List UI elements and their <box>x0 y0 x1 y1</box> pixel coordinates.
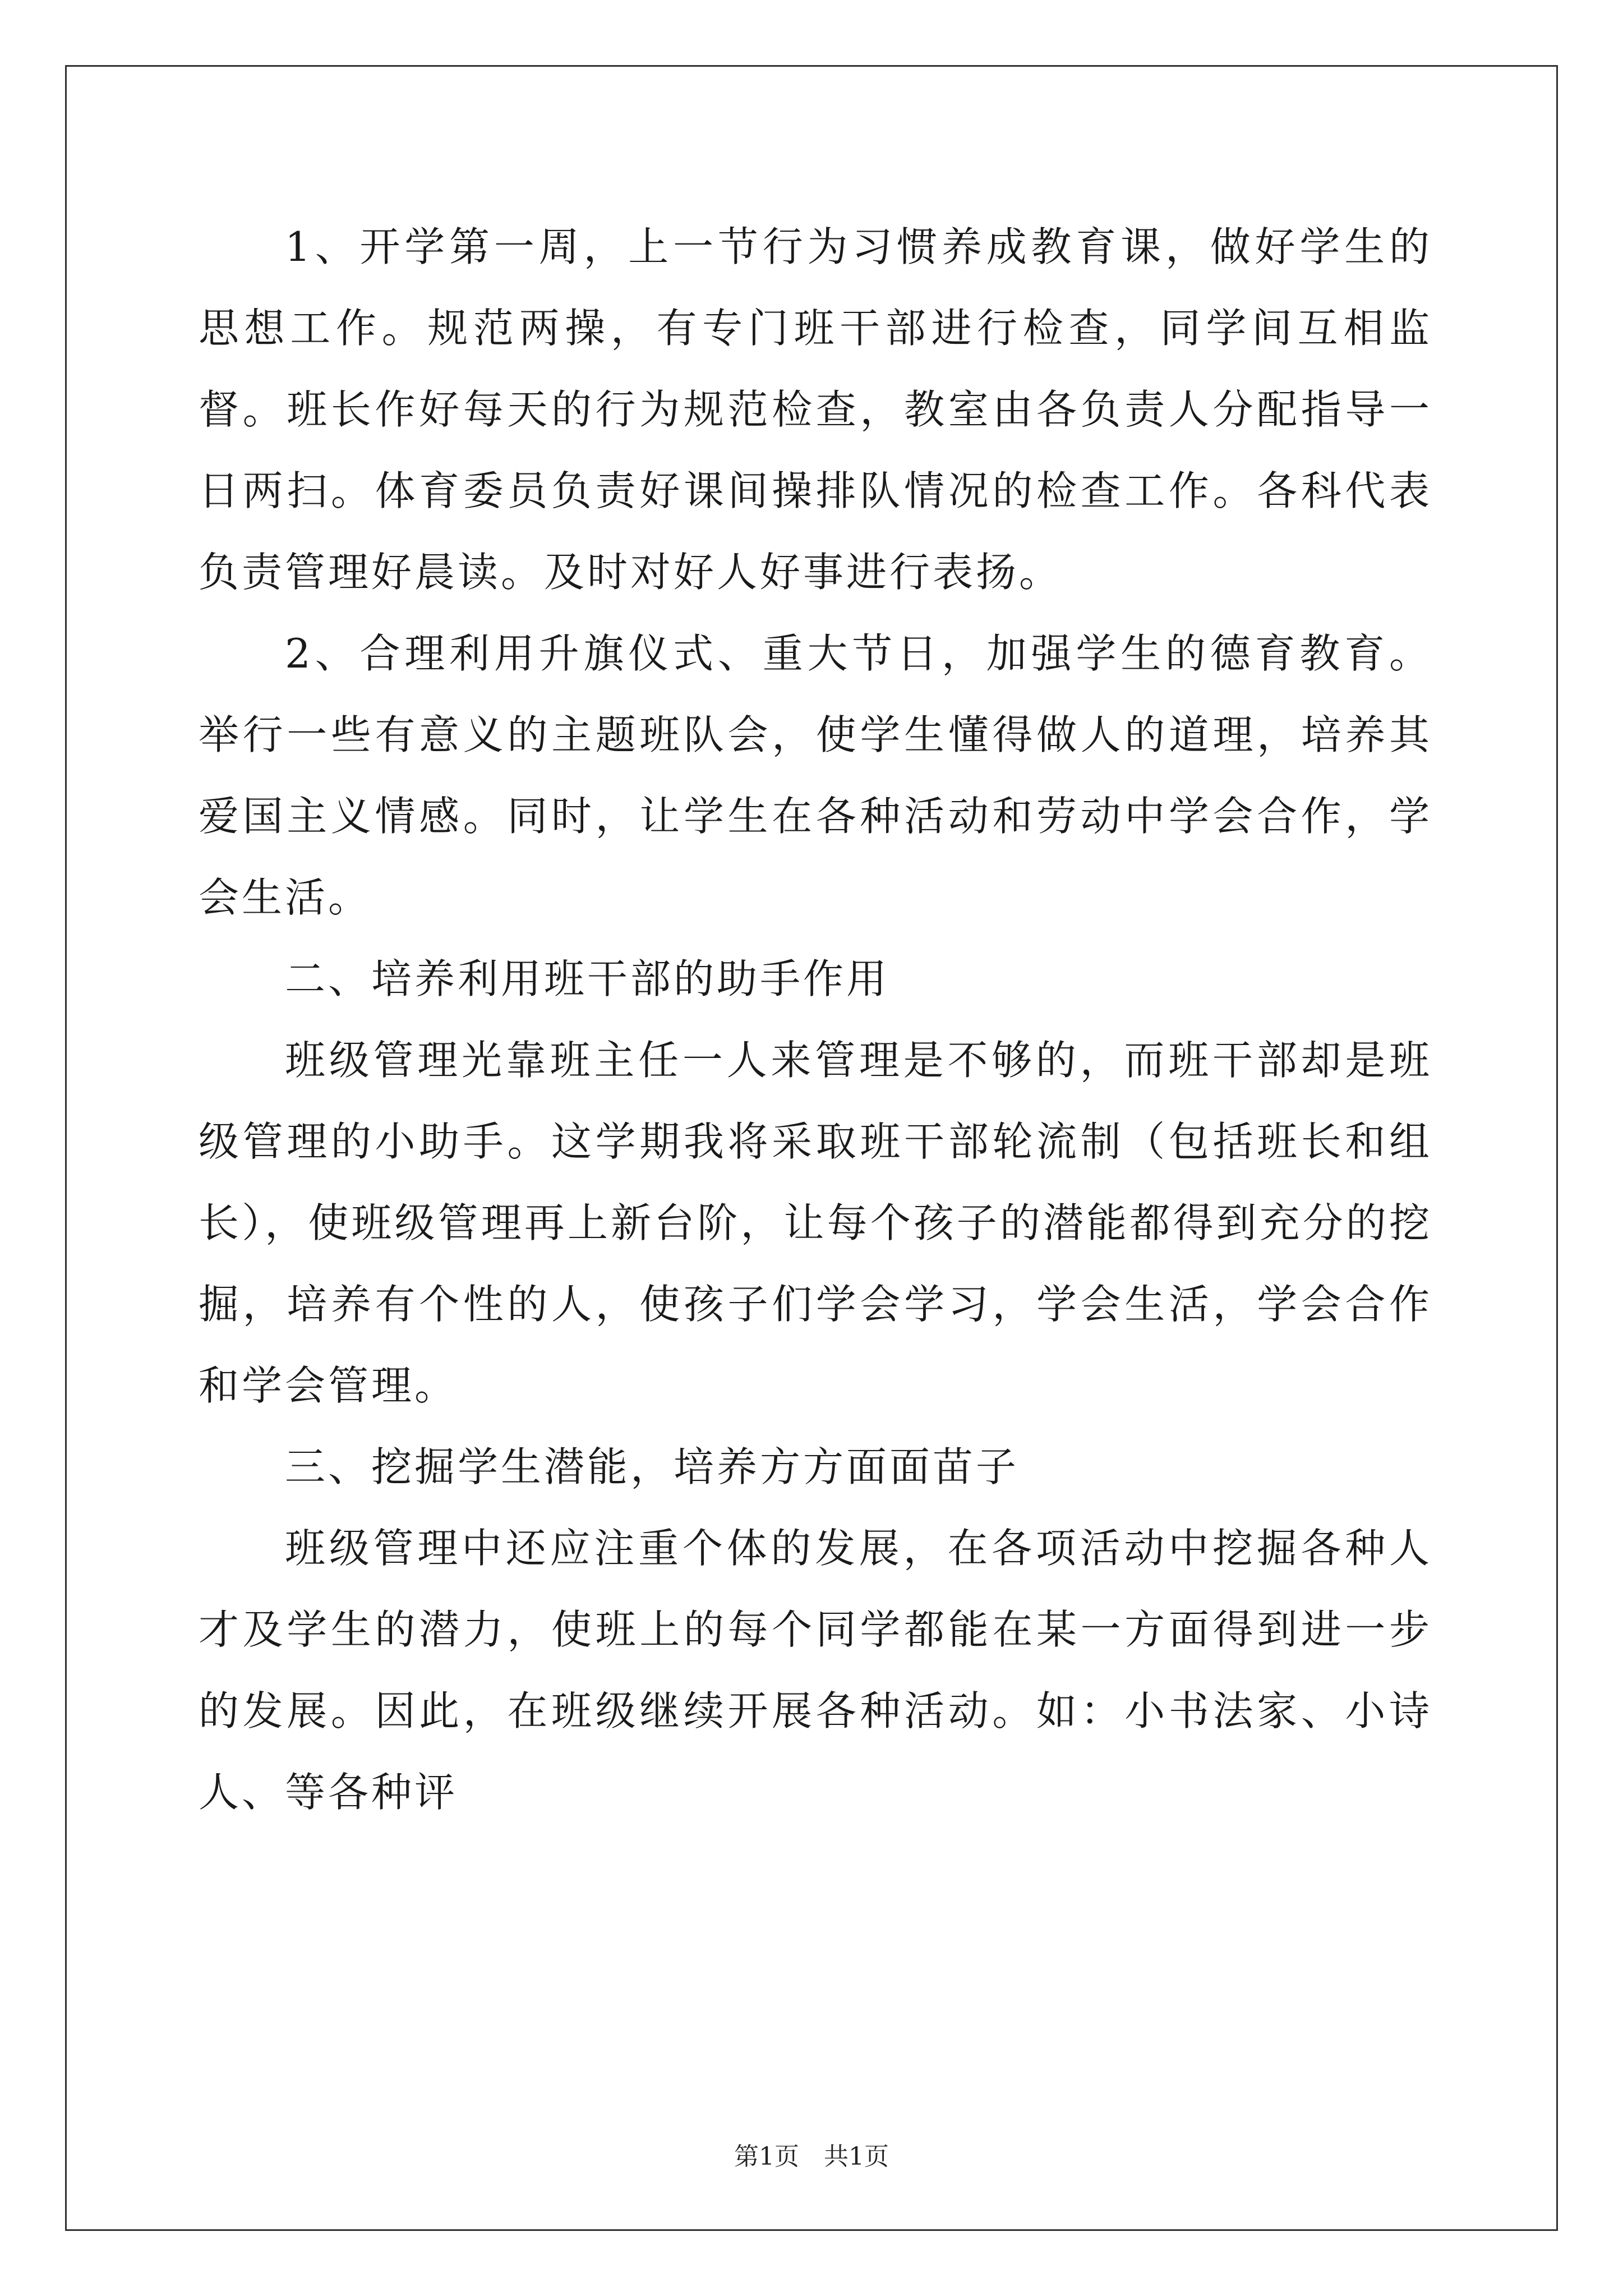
document-body <box>199 206 1432 1833</box>
page-current: 第1页 <box>734 2142 799 2171</box>
page-total: 共1页 <box>824 2142 889 2171</box>
paragraph-2: 2、合理利用升旗仪式、重大节日，加强学生的德育教育。举行一些有意义的主题班队会，使学生懂得做人的道理，培养其爱国主义情感。同时，让学生在各种活动和劳动中学会合作，学会生活。 <box>199 630 1432 921</box>
section-heading-3: 三、挖掘学生潜能，培养方方面面苗子 <box>285 1443 1020 1490</box>
section-heading-2: 二、培养利用班干部的助手作用 <box>285 955 890 1002</box>
page-footer <box>0 2136 1623 2172</box>
paragraph-1: 1、开学第一周，上一节行为习惯养成教育课，做好学生的思想工作。规范两操，有专门班干部进行检查，同学间互相监督。班长作好每天的行为规范检查，教室由各负责人分配指导一日两扫。体育委员负责好课间操排队情况的检查工作。各科代表负责管理好晨读。及时对好人好事进行表扬。 <box>199 223 1432 596</box>
paragraph-4: 班级管理中还应注重个体的发展，在各项活动中挖掘各种人才及学生的潜力，使班上的每个同学都能在某一方面得到进一步的发展。因此，在班级继续开展各种活动。如：小书法家、小诗人、等各种评 <box>199 1525 1432 1816</box>
paragraph-3: 班级管理光靠班主任一人来管理是不够的，而班干部却是班级管理的小助手。这学期我将采取班干部轮流制（包括班长和组长），使班级管理再上新台阶，让每个孩子的潜能都得到充分的挖掘，培养有个性的人，使孩子们学会学习，学会生活，学会合作和学会管理。 <box>199 1037 1432 1409</box>
